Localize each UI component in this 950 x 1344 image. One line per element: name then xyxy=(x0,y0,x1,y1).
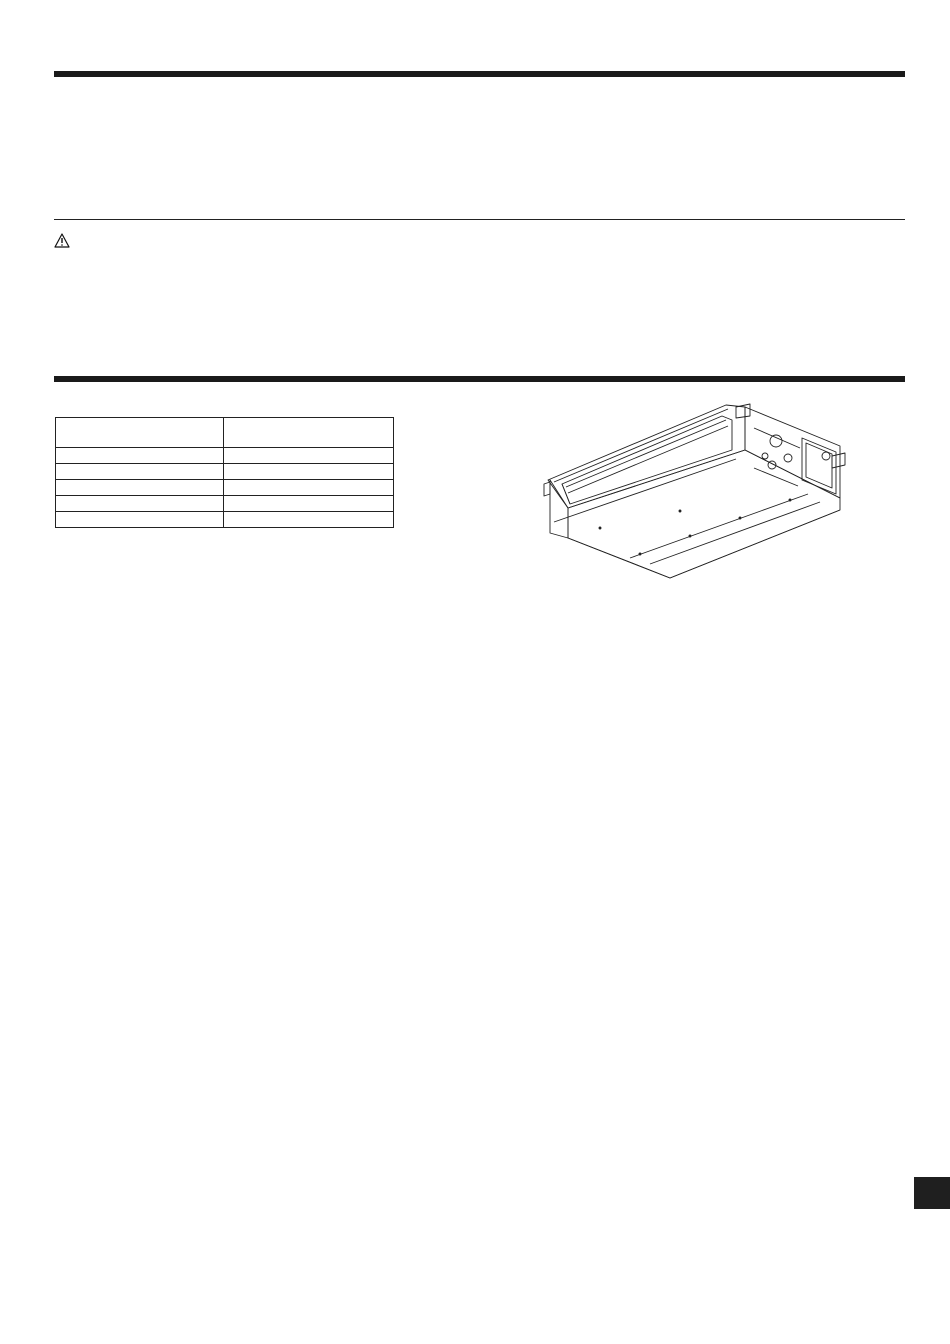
table-cell xyxy=(224,448,394,464)
table-row xyxy=(56,496,394,512)
table-cell xyxy=(224,512,394,528)
spec-table xyxy=(55,417,394,528)
table-header-row xyxy=(56,418,394,448)
language-tab xyxy=(914,1177,950,1209)
table-row xyxy=(56,512,394,528)
table-cell xyxy=(56,512,224,528)
table-header-cell xyxy=(56,418,224,448)
table-cell xyxy=(56,464,224,480)
section-rule-middle xyxy=(54,376,905,382)
section-divider xyxy=(54,219,905,220)
table-cell xyxy=(224,464,394,480)
table-cell xyxy=(224,480,394,496)
table-cell xyxy=(56,496,224,512)
table-cell xyxy=(56,480,224,496)
table-cell xyxy=(224,496,394,512)
table-row xyxy=(56,448,394,464)
table-header-cell xyxy=(224,418,394,448)
indoor-unit-illustration xyxy=(540,398,860,586)
warning-triangle-icon xyxy=(54,233,70,248)
section-rule-top xyxy=(54,71,905,77)
table-row xyxy=(56,480,394,496)
table-cell xyxy=(56,448,224,464)
table-row xyxy=(56,464,394,480)
